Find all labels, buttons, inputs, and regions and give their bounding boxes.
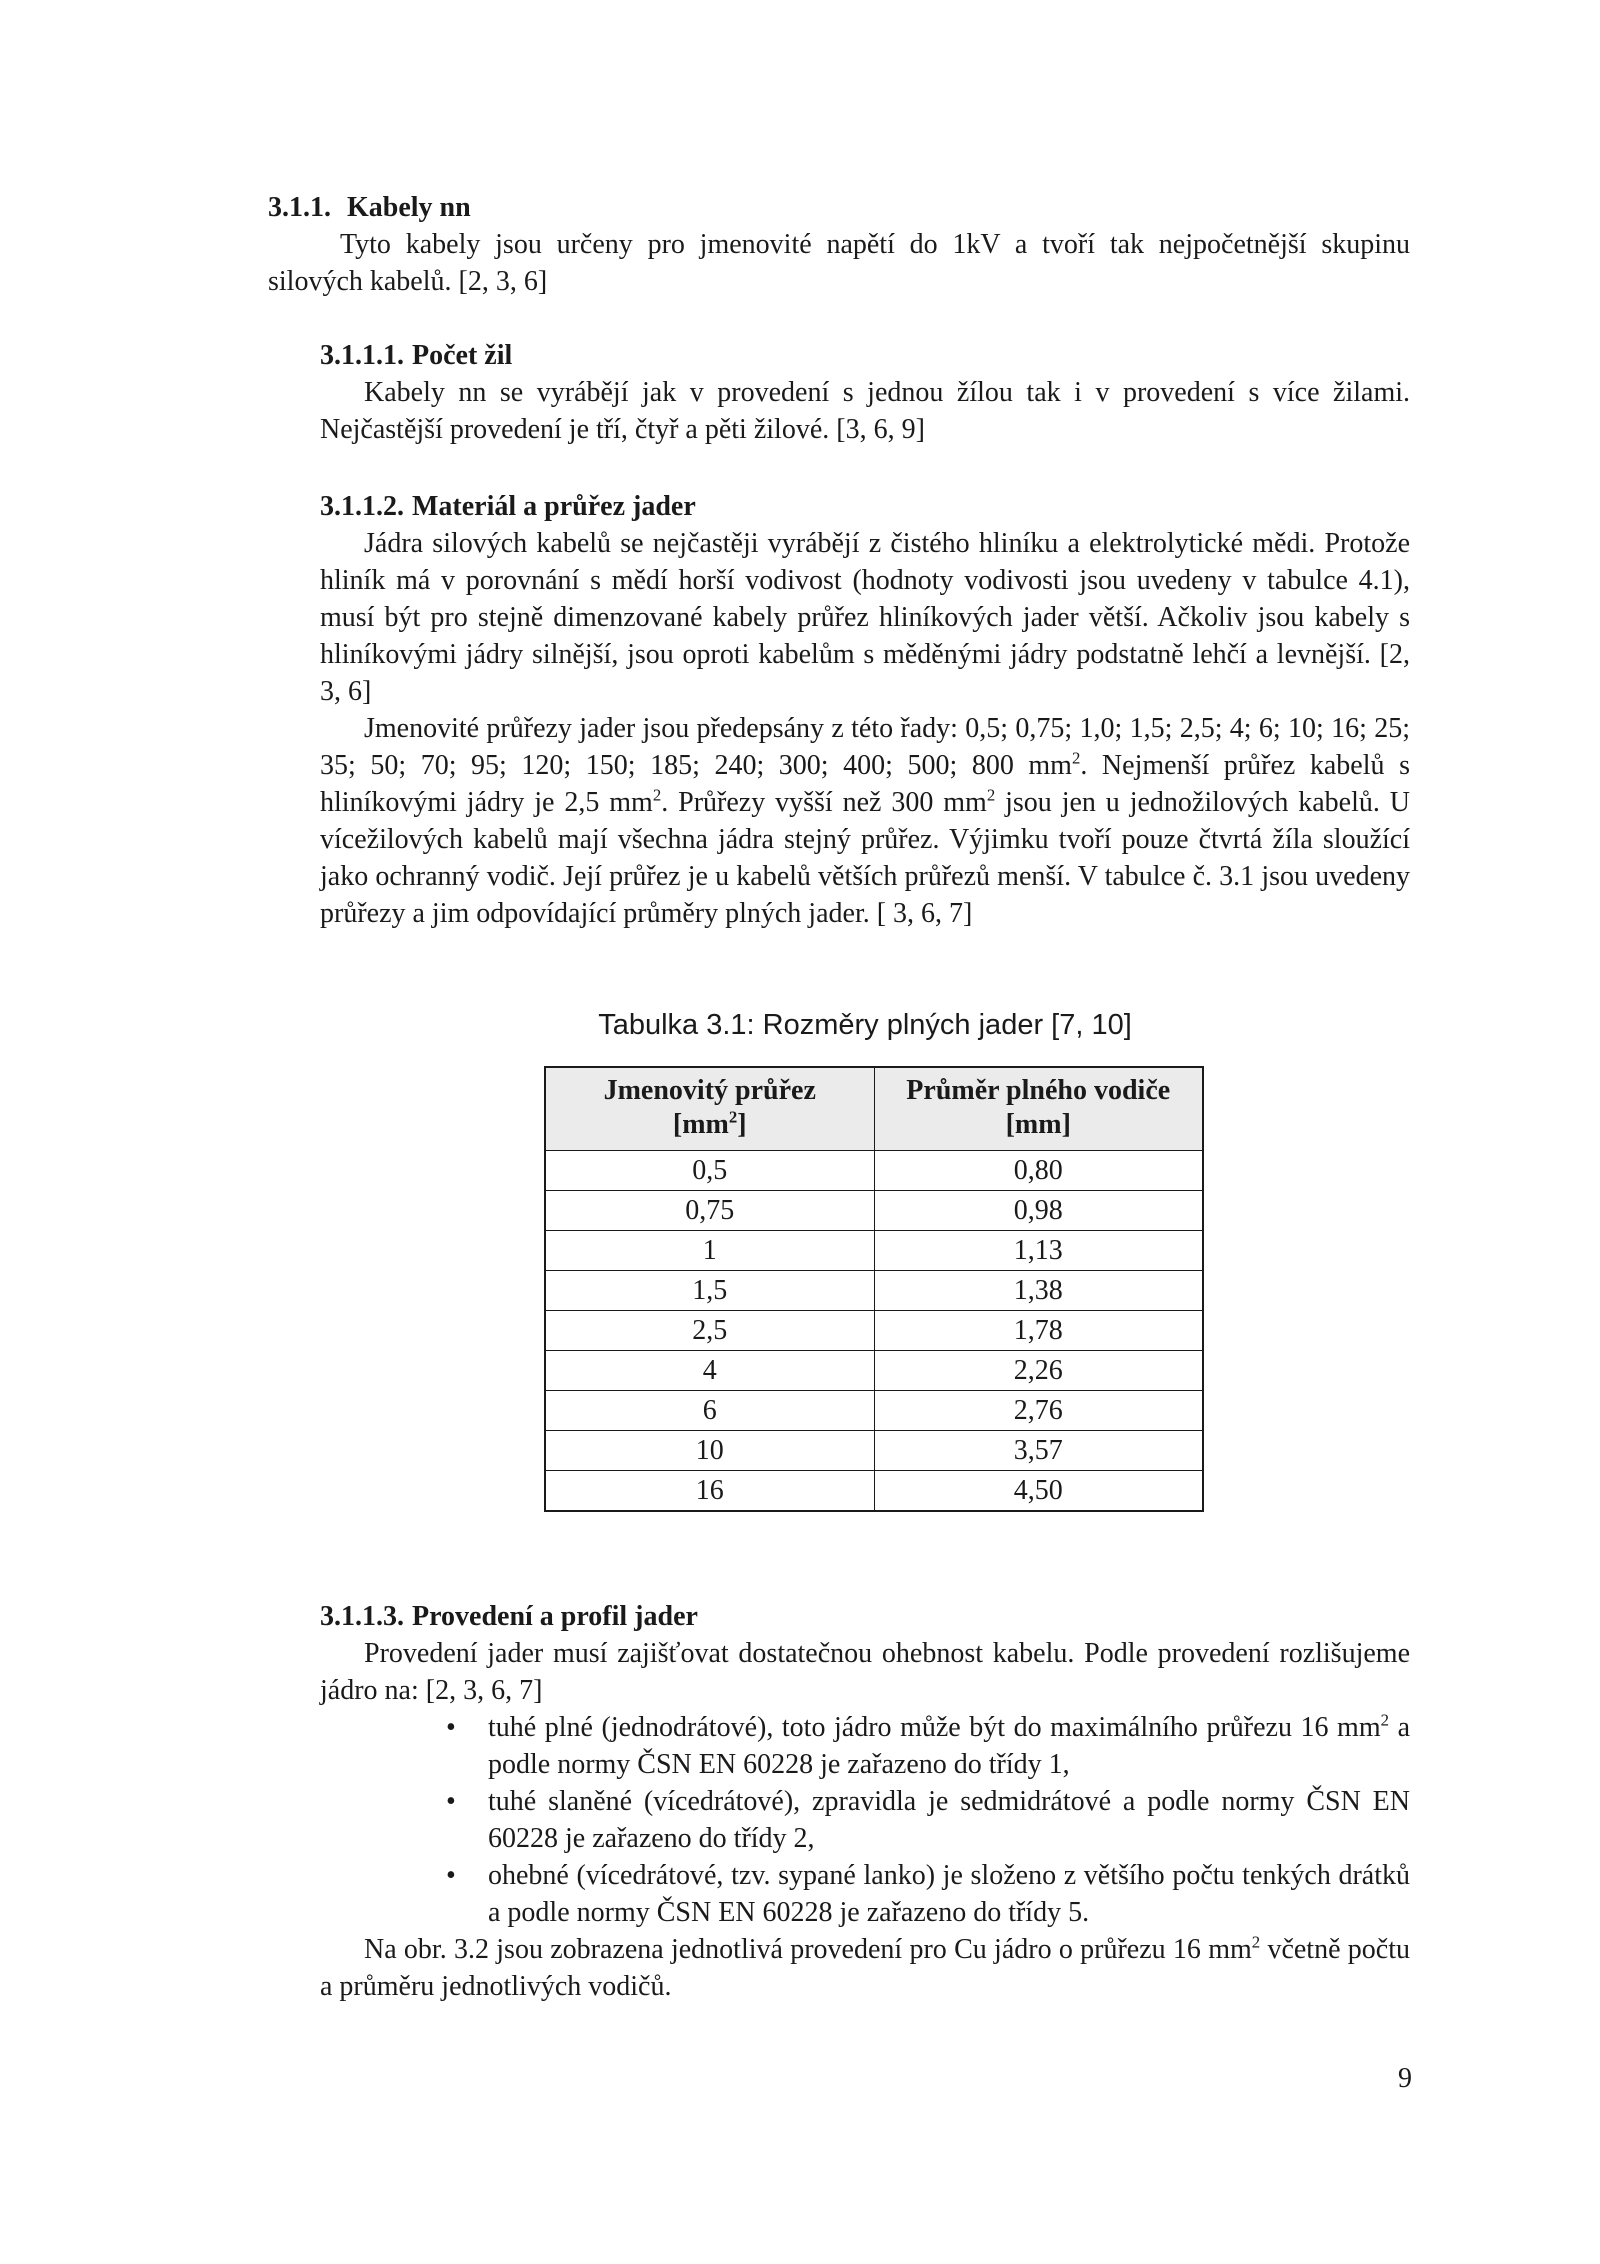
cell-cross-section: 0,75 — [545, 1191, 874, 1231]
section-3-1-1-3 — [320, 1598, 1410, 2005]
section-3-1-1-1 — [320, 337, 1410, 448]
cell-cross-section: 6 — [545, 1391, 874, 1431]
text-run: jsou jen u jednožilových kabelů. U vícežilových kabelů mají všechna jádra stejný průřez. Výjimku tvoří pouze čtvrtá žíla sloužící jako ochranný vodič. Její průřez je u kabelů větších průřezů menší. V tabulce č. 3.1 jsou uvedeny průřezy a jim odpovídající průměry plných jader. [ 3, 6, 7] — [320, 787, 1410, 929]
list-item — [320, 1709, 1410, 1783]
superscript: 2 — [652, 785, 662, 805]
list-item — [320, 1857, 1410, 1931]
text-run: ohebné (vícedrátové, tzv. sypané lanko) je složeno z většího počtu tenkých drátků a podle normy ČSN EN 60228 je zařazeno do třídy 5. — [488, 1860, 1410, 1928]
paragraph: Kabely nn se vyrábějí jak v provedení s jednou žílou tak i v provedení s více žilami. Nejčastější provedení je tří, čtyř a pěti žilové. [3, 6, 9] — [320, 377, 1410, 445]
section-title: Počet žil — [412, 340, 513, 371]
cell-diameter: 3,57 — [874, 1431, 1203, 1471]
text-run: . Průřezy vyšší než 300 mm — [661, 787, 987, 818]
cell-diameter: 1,38 — [874, 1271, 1203, 1311]
paragraph-final — [320, 1931, 1410, 2005]
cell-diameter: 0,98 — [874, 1191, 1203, 1231]
header-unit-close: ] — [737, 1109, 747, 1140]
cell-cross-section: 4 — [545, 1351, 874, 1391]
cell-cross-section: 1,5 — [545, 1271, 874, 1311]
table-row — [545, 1431, 1203, 1471]
header-text: Průměr plného vodiče — [906, 1075, 1171, 1106]
text-run: tuhé plné (jednodrátové), toto jádro může být do maximálního průřezu 16 mm — [488, 1712, 1381, 1743]
cell-cross-section: 16 — [545, 1471, 874, 1512]
table-row — [545, 1391, 1203, 1431]
list-item — [320, 1783, 1410, 1857]
section-3-1-1-2 — [320, 488, 1410, 932]
section-title: Kabely nn — [347, 192, 471, 223]
section-number: 3.1.1. — [268, 192, 331, 223]
table-row — [545, 1471, 1203, 1512]
text-run: Jmenovité průřezy jader jsou předepsány z této řady: 0,5; 0,75; 1,0; 1,5; 2,5; 4; 6; 10; 16; 25; 35; 50; 70; 95; 120; 150; 185; 240; 300; 400; 500; 800 mm — [320, 713, 1410, 781]
header-text: Jmenovitý průřez — [603, 1075, 816, 1106]
text-run: včetně počtu a průměru jednotlivých vodičů. — [320, 1934, 1410, 2002]
section-number: 3.1.1.1. — [320, 340, 404, 371]
cell-diameter: 1,78 — [874, 1311, 1203, 1351]
text-run: . Nejmenší průřez kabelů s hliníkovými jádry je 2,5 mm — [320, 750, 1410, 818]
superscript: 2 — [986, 785, 996, 805]
section-number: 3.1.1.3. — [320, 1601, 404, 1632]
cell-diameter: 0,80 — [874, 1151, 1203, 1191]
column-header-conductor-diameter — [874, 1067, 1203, 1151]
table-row — [545, 1271, 1203, 1311]
table-row — [545, 1231, 1203, 1271]
cell-diameter: 2,26 — [874, 1351, 1203, 1391]
section-heading — [320, 337, 1410, 374]
bullet-icon: • — [446, 1712, 456, 1743]
table-row — [545, 1351, 1203, 1391]
cell-cross-section: 1 — [545, 1231, 874, 1271]
core-dimensions-table — [544, 1066, 1204, 1512]
text-run: Na obr. 3.2 jsou zobrazena jednotlivá provedení pro Cu jádro o průřezu 16 mm — [364, 1934, 1252, 1965]
paragraph: Provedení jader musí zajišťovat dostatečnou ohebnost kabelu. Podle provedení rozlišujeme jádro na: [2, 3, 6, 7] — [320, 1638, 1410, 1706]
bullet-icon: • — [446, 1786, 456, 1817]
section-title: Materiál a průřez jader — [412, 491, 696, 522]
section-title: Provedení a profil jader — [412, 1601, 698, 1632]
section-3-1-1 — [268, 189, 1410, 300]
table-row — [545, 1151, 1203, 1191]
superscript: 2 — [728, 1107, 738, 1127]
text-run: tuhé slaněné (vícedrátové), zpravidla je sedmidrátové a podle normy ČSN EN 60228 je zařazeno do třídy 2, — [488, 1786, 1410, 1854]
section-heading — [268, 189, 1410, 226]
header-unit: [mm — [672, 1109, 729, 1140]
section-heading — [320, 488, 1410, 525]
table-header-row — [545, 1067, 1203, 1151]
paragraph: Jádra silových kabelů se nejčastěji vyrábějí z čistého hliníku a elektrolytické mědi. Protože hliník má v porovnání s mědí horší vodivost (hodnoty vodivosti jsou uvedeny v tabulce 4.1), musí být pro stejně dimenzované kabely průřez hliníkových jader větší. Ačkoliv jsou kabely s hliníkovými jádry silnější, jsou oproti kabelům s měděnými jádry podstatně lehčí a levnější. [2, 3, 6] — [320, 528, 1410, 707]
section-heading — [320, 1598, 1410, 1635]
table-row — [545, 1311, 1203, 1351]
text-run: a podle normy ČSN EN 60228 je zařazeno do třídy 1, — [488, 1712, 1410, 1780]
cell-diameter: 2,76 — [874, 1391, 1203, 1431]
superscript: 2 — [1380, 1710, 1390, 1730]
cell-cross-section: 2,5 — [545, 1311, 874, 1351]
header-unit: [mm] — [1005, 1109, 1071, 1140]
core-types-list — [320, 1709, 1410, 1931]
superscript: 2 — [1251, 1932, 1261, 1952]
superscript: 2 — [1071, 748, 1081, 768]
page-number: 9 — [1398, 2063, 1412, 2094]
section-number: 3.1.1.2. — [320, 491, 404, 522]
cell-diameter: 4,50 — [874, 1471, 1203, 1512]
cell-cross-section: 10 — [545, 1431, 874, 1471]
bullet-icon: • — [446, 1860, 456, 1891]
table-caption: Tabulka 3.1: Rozměry plných jader [7, 10] — [598, 1009, 1132, 1041]
table-row — [545, 1191, 1203, 1231]
cell-diameter: 1,13 — [874, 1231, 1203, 1271]
cell-cross-section: 0,5 — [545, 1151, 874, 1191]
paragraph-cross-sections — [320, 710, 1410, 932]
column-header-nominal-cross-section — [545, 1067, 874, 1151]
paragraph: Tyto kabely jsou určeny pro jmenovité napětí do 1kV a tvoří tak nejpočetnější skupinu silových kabelů. [2, 3, 6] — [268, 229, 1410, 297]
